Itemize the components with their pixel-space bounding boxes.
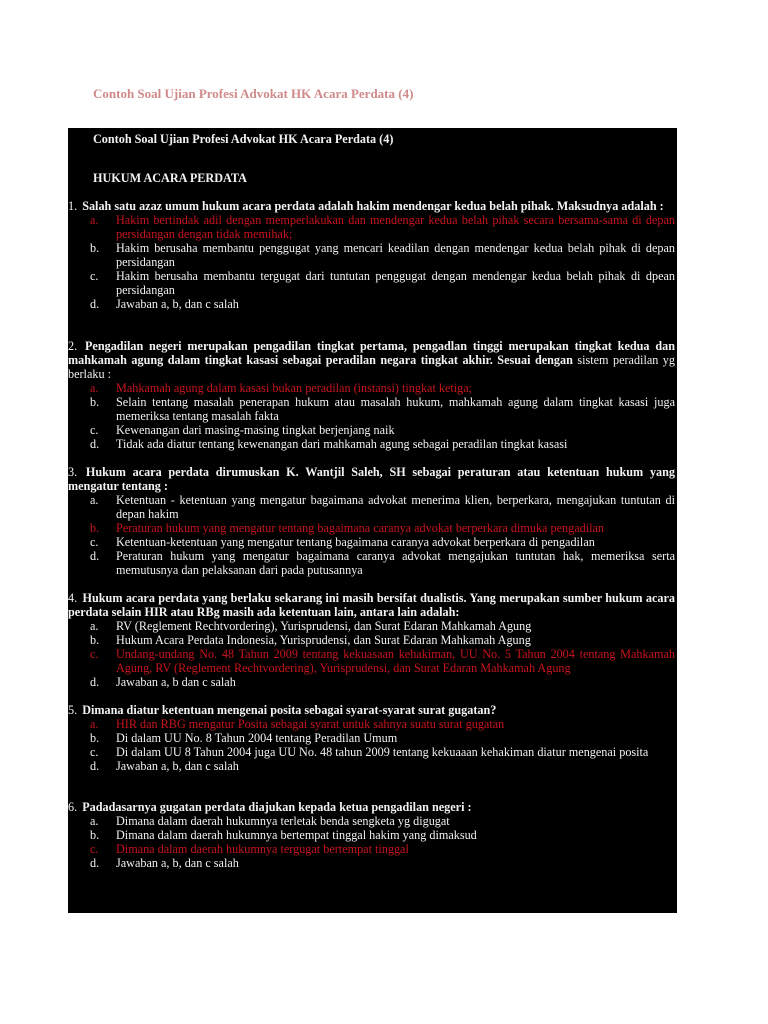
option-b: b. Selain tentang masalah penerapan hukum atau masalah hukum, mahkamah agung dalam tingkat kasasi juga memeriksa tentang masalah fakta <box>90 395 675 423</box>
option-d: d. Jawaban a, b, dan c salah <box>90 297 239 311</box>
option-b: b. Dimana dalam daerah hukumnya bertempat tinggal hakim yang dimaksud <box>90 828 477 842</box>
question-5 <box>68 703 675 773</box>
question-text: Dimana diatur ketentuan mengenai posita sebagai syarat-syarat surat gugatan? <box>82 703 497 717</box>
question-text: Pengadilan negeri merupakan pengadilan tingkat pertama, pengadlan tinggi merupakan tingkat kedua dan mahkamah agung dalam tingkat kasasi sebagai peradilan negara tingkat akhir. Sesuai dengan <box>68 339 676 367</box>
block-title: Contoh Soal Ujian Profesi Advokat HK Acara Perdata (4) <box>93 132 394 146</box>
question-text: Salah satu azaz umum hukum acara perdata adalah hakim mendengar kedua belah pihak. Maksudnya adalah : <box>82 199 664 213</box>
option-a: a. Ketentuan - ketentuan yang mengatur bagaimana advokat menerima klien, berperkara, mengajukan tuntutan di depan hakim <box>90 493 675 521</box>
option-d: d. Jawaban a, b, dan c salah <box>90 759 239 773</box>
option-a: a. RV (Reglement Rechtvordering), Yurisprudensi, dan Surat Edaran Mahkamah Agung <box>90 619 532 633</box>
option-b: b. Hakim berusaha membantu penggugat yang mencari keadilan dengan mendengar kedua belah pihak di depan persidangan <box>90 241 675 269</box>
question-3 <box>68 465 675 577</box>
option-a: a. HIR dan RBG mengatur Posita sebagai syarat untuk sahnya suatu surat gugatan <box>90 717 505 731</box>
option-c: c. Kewenangan dari masing-masing tingkat berjenjang naik <box>90 423 395 437</box>
option-b: b. Di dalam UU No. 8 Tahun 2004 tentang Peradilan Umum <box>90 731 398 745</box>
document-title: Contoh Soal Ujian Profesi Advokat HK Acara Perdata (4) <box>93 86 414 101</box>
option-d: d. Peraturan hukum yang mengatur bagaimana caranya advokat mengajukan tuntutan hak, memeriksa serta memutusnya dan pelaksanan dari pada putusannya <box>90 549 675 577</box>
question-text-tail: sistem peradilan yg berlaku : <box>68 353 675 381</box>
question-1 <box>68 199 675 311</box>
question-2 <box>68 339 675 451</box>
option-d: d. Jawaban a, b, dan c salah <box>90 856 239 870</box>
question-number: 2. <box>68 339 78 353</box>
content-block <box>68 128 677 913</box>
question-number: 4. <box>68 591 78 605</box>
option-d: d. Tidak ada diatur tentang kewenangan dari mahkamah agung sebagai peradilan tingkat kasasi <box>90 437 568 451</box>
question-text: Padadasarnya gugatan perdata diajukan kepada ketua pengadilan negeri : <box>82 800 472 814</box>
option-c: c. Undang-undang No. 48 Tahun 2009 tentang kekuasaan kehakiman, UU No. 5 Tahun 2004 tentang Mahkamah Agung, RV (Reglement Rechtvordering), Yurisprudensi, dan Surat Edaran Mahkamah Agung <box>90 647 675 675</box>
question-text: Hukum acara perdata dirumuskan K. Wantjil Saleh, SH sebagai peraturan atau ketentuan hukum yang mengatur tentang : <box>68 465 675 493</box>
section-heading: HUKUM ACARA PERDATA <box>93 171 247 185</box>
option-a: a. Dimana dalam daerah hukumnya terletak benda sengketa yg digugat <box>90 814 450 828</box>
option-b: b. Hukum Acara Perdata Indonesia, Yurisprudensi, dan Surat Edaran Mahkamah Agung <box>90 633 531 647</box>
option-b: b. Peraturan hukum yang mengatur tentang bagaimana caranya advokat berperkara dimuka pengadilan <box>90 521 604 535</box>
question-number: 1. <box>68 199 78 213</box>
option-c: c. Ketentuan-ketentuan yang mengatur tentang bagaimana caranya advokat berperkara di pengadilan <box>90 535 595 549</box>
question-6 <box>68 800 675 870</box>
question-text: Hukum acara perdata yang berlaku sekarang ini masih bersifat dualistis. Yang merupakan sumber hukum acara perdata selain HIR atau RBg masih ada ketentuan lain, antara lain adalah: <box>68 591 675 619</box>
question-number: 6. <box>68 800 78 814</box>
question-number: 3. <box>68 465 78 479</box>
option-a: a. Mahkamah agung dalam kasasi bukan peradilan (instansi) tingkat ketiga; <box>90 381 473 395</box>
option-c: c. Di dalam UU 8 Tahun 2004 juga UU No. 48 tahun 2009 tentang kekuaaan kehakiman diatur mengenai posita <box>90 745 649 759</box>
option-c: c. Dimana dalam daerah hukumnya tergugat bertempat tinggal <box>90 842 409 856</box>
option-c: c. Hakim berusaha membantu tergugat dari tuntutan penggugat dengan mendengar kedua belah pihak di dpean persidangan <box>90 269 675 297</box>
question-4 <box>68 591 675 689</box>
option-a: a. Hakim bertindak adil dengan memperlakukan dan mendengar kedua belah pihak secara bersama-sama di depan persidangan dengan tidak memihak; <box>90 213 675 241</box>
option-d: d. Jawaban a, b dan c salah <box>90 675 236 689</box>
question-number: 5. <box>68 703 78 717</box>
